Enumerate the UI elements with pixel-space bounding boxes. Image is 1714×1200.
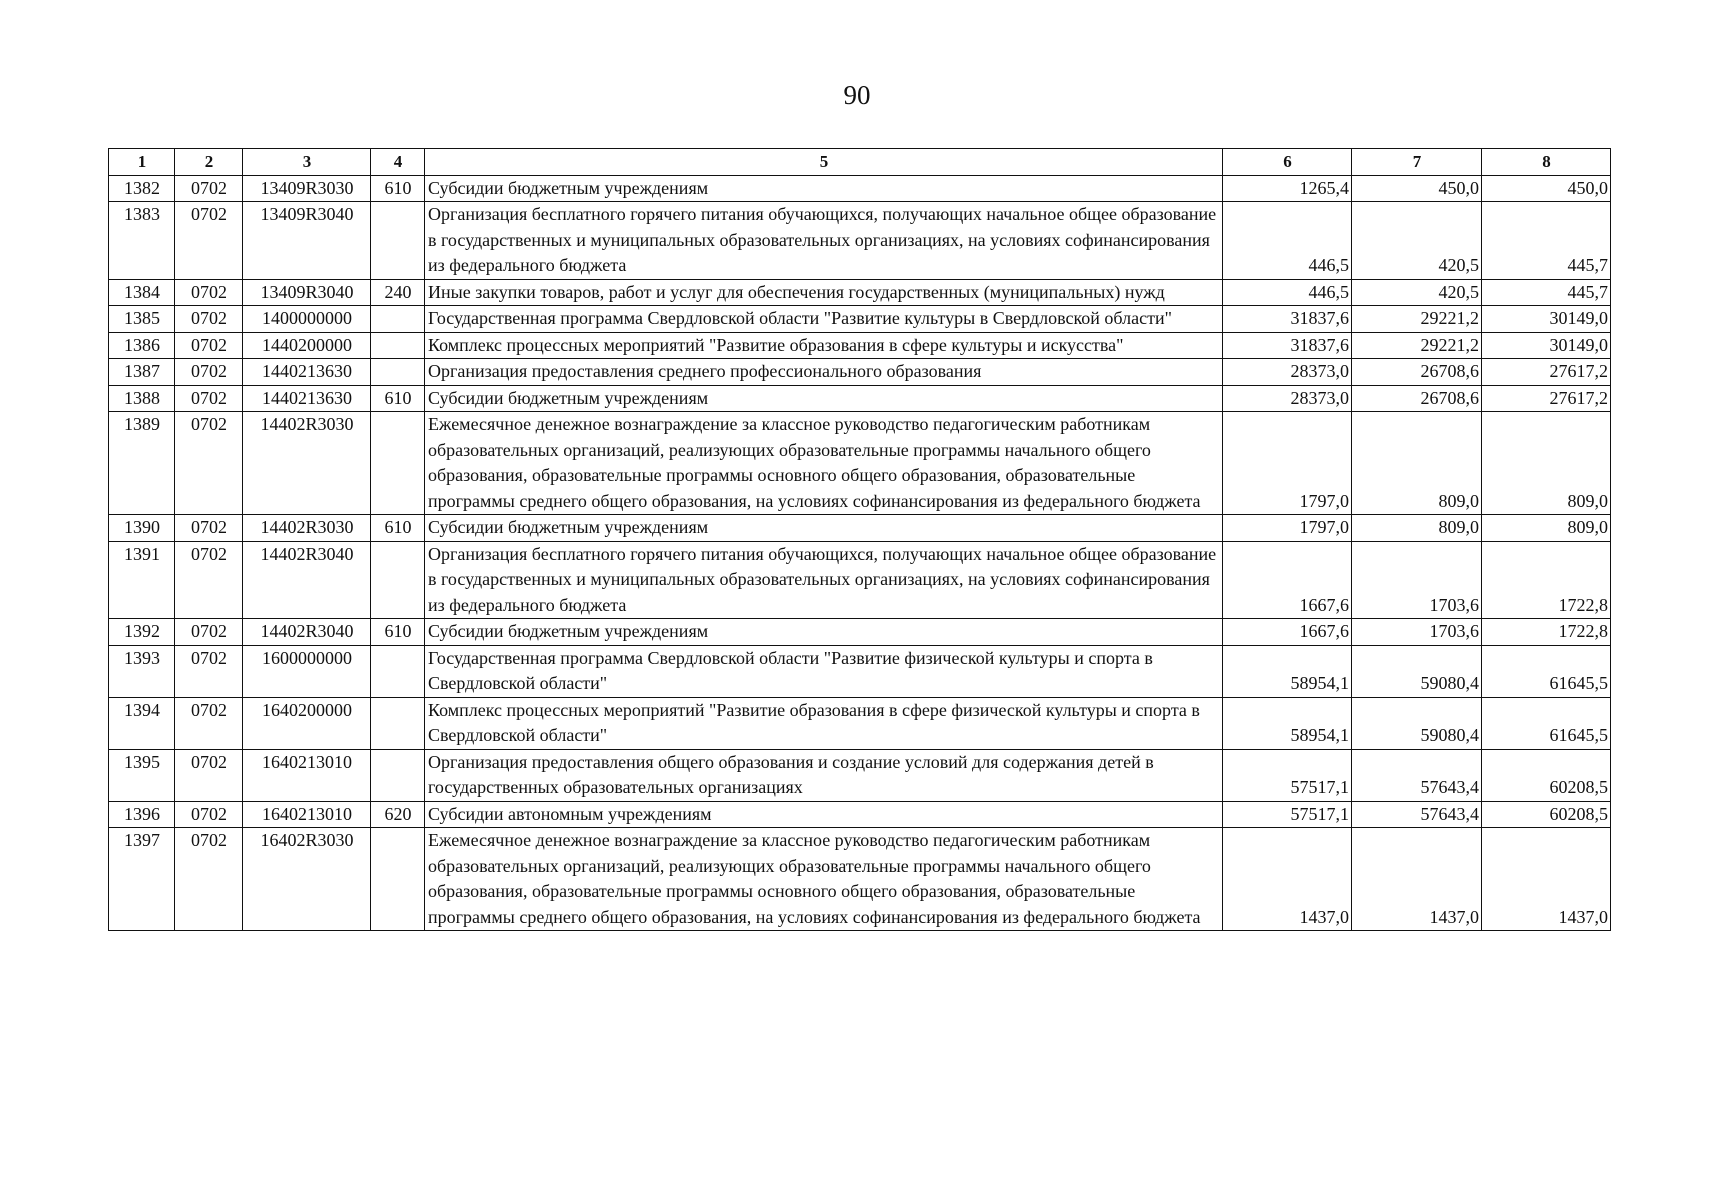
row-number: 1384 (109, 279, 175, 306)
amount-col-6: 1797,0 (1223, 412, 1352, 515)
row-number: 1392 (109, 619, 175, 646)
amount-col-6: 57517,1 (1223, 801, 1352, 828)
amount-col-7: 29221,2 (1352, 306, 1482, 333)
amount-col-7: 420,5 (1352, 202, 1482, 280)
table-row (109, 385, 1611, 412)
column-header-6: 6 (1223, 149, 1352, 176)
section-code: 0702 (175, 359, 243, 386)
expense-type-code (371, 332, 425, 359)
expense-type-code (371, 828, 425, 931)
amount-col-6: 31837,6 (1223, 306, 1352, 333)
amount-col-7: 420,5 (1352, 279, 1482, 306)
amount-col-8: 445,7 (1482, 202, 1611, 280)
item-name: Ежемесячное денежное вознаграждение за классное руководство педагогическим работникам образовательных организаций, реализующих образовательные программы начального общего образования, образовательные программы основного общего образования, образовательные программы среднего общего образования, на условиях софинансирования из федерального бюджета (425, 828, 1223, 931)
amount-col-8: 27617,2 (1482, 385, 1611, 412)
section-code: 0702 (175, 385, 243, 412)
target-article-code: 16402R3030 (243, 828, 371, 931)
row-number: 1396 (109, 801, 175, 828)
amount-col-7: 29221,2 (1352, 332, 1482, 359)
amount-col-6: 446,5 (1223, 279, 1352, 306)
expense-type-code (371, 412, 425, 515)
amount-col-8: 30149,0 (1482, 306, 1611, 333)
amount-col-6: 28373,0 (1223, 359, 1352, 386)
row-number: 1388 (109, 385, 175, 412)
column-header-1: 1 (109, 149, 175, 176)
section-code: 0702 (175, 306, 243, 333)
item-name: Субсидии бюджетным учреждениям (425, 385, 1223, 412)
row-number: 1387 (109, 359, 175, 386)
section-code: 0702 (175, 332, 243, 359)
amount-col-8: 809,0 (1482, 412, 1611, 515)
section-code: 0702 (175, 828, 243, 931)
expense-type-code (371, 359, 425, 386)
amount-col-6: 1265,4 (1223, 175, 1352, 202)
column-header-2: 2 (175, 149, 243, 176)
item-name: Государственная программа Свердловской области "Развитие культуры в Свердловской области" (425, 306, 1223, 333)
target-article-code: 1400000000 (243, 306, 371, 333)
expense-type-code (371, 749, 425, 801)
expense-type-code: 610 (371, 515, 425, 542)
amount-col-8: 30149,0 (1482, 332, 1611, 359)
amount-col-7: 1703,6 (1352, 541, 1482, 619)
amount-col-6: 1667,6 (1223, 541, 1352, 619)
item-name: Субсидии бюджетным учреждениям (425, 175, 1223, 202)
amount-col-8: 1722,8 (1482, 619, 1611, 646)
row-number: 1390 (109, 515, 175, 542)
amount-col-7: 26708,6 (1352, 359, 1482, 386)
row-number: 1383 (109, 202, 175, 280)
target-article-code: 1440213630 (243, 385, 371, 412)
section-code: 0702 (175, 801, 243, 828)
table-row (109, 306, 1611, 333)
amount-col-6: 31837,6 (1223, 332, 1352, 359)
amount-col-6: 57517,1 (1223, 749, 1352, 801)
amount-col-7: 450,0 (1352, 175, 1482, 202)
column-header-4: 4 (371, 149, 425, 176)
target-article-code: 14402R3030 (243, 412, 371, 515)
expense-type-code (371, 697, 425, 749)
section-code: 0702 (175, 697, 243, 749)
amount-col-8: 1722,8 (1482, 541, 1611, 619)
amount-col-6: 1667,6 (1223, 619, 1352, 646)
target-article-code: 1440213630 (243, 359, 371, 386)
section-code: 0702 (175, 279, 243, 306)
table-row (109, 619, 1611, 646)
column-header-3: 3 (243, 149, 371, 176)
amount-col-7: 57643,4 (1352, 801, 1482, 828)
row-number: 1382 (109, 175, 175, 202)
row-number: 1385 (109, 306, 175, 333)
amount-col-8: 60208,5 (1482, 749, 1611, 801)
target-article-code: 14402R3040 (243, 541, 371, 619)
column-header-7: 7 (1352, 149, 1482, 176)
target-article-code: 14402R3040 (243, 619, 371, 646)
table-row (109, 541, 1611, 619)
section-code: 0702 (175, 619, 243, 646)
target-article-code: 13409R3030 (243, 175, 371, 202)
column-header-8: 8 (1482, 149, 1611, 176)
amount-col-6: 1797,0 (1223, 515, 1352, 542)
amount-col-7: 26708,6 (1352, 385, 1482, 412)
target-article-code: 1600000000 (243, 645, 371, 697)
item-name: Организация бесплатного горячего питания обучающихся, получающих начальное общее образование в государственных и муниципальных образовательных организациях, на условиях софинансирования из федерального бюджета (425, 541, 1223, 619)
amount-col-6: 446,5 (1223, 202, 1352, 280)
row-number: 1393 (109, 645, 175, 697)
target-article-code: 14402R3030 (243, 515, 371, 542)
section-code: 0702 (175, 175, 243, 202)
table-row (109, 332, 1611, 359)
amount-col-8: 61645,5 (1482, 697, 1611, 749)
amount-col-8: 445,7 (1482, 279, 1611, 306)
amount-col-7: 809,0 (1352, 515, 1482, 542)
amount-col-8: 60208,5 (1482, 801, 1611, 828)
table-row (109, 202, 1611, 280)
target-article-code: 1640213010 (243, 801, 371, 828)
amount-col-6: 1437,0 (1223, 828, 1352, 931)
table-row (109, 697, 1611, 749)
amount-col-8: 1437,0 (1482, 828, 1611, 931)
expense-type-code (371, 645, 425, 697)
budget-table (108, 148, 1611, 931)
item-name: Организация бесплатного горячего питания обучающихся, получающих начальное общее образование в государственных и муниципальных образовательных организациях, на условиях софинансирования из федерального бюджета (425, 202, 1223, 280)
amount-col-7: 1703,6 (1352, 619, 1482, 646)
target-article-code: 13409R3040 (243, 279, 371, 306)
table-row (109, 645, 1611, 697)
row-number: 1386 (109, 332, 175, 359)
item-name: Комплекс процессных мероприятий "Развитие образования в сфере культуры и искусства" (425, 332, 1223, 359)
table-row (109, 359, 1611, 386)
amount-col-8: 450,0 (1482, 175, 1611, 202)
expense-type-code: 610 (371, 619, 425, 646)
item-name: Организация предоставления среднего профессионального образования (425, 359, 1223, 386)
expense-type-code: 610 (371, 385, 425, 412)
row-number: 1397 (109, 828, 175, 931)
column-header-5: 5 (425, 149, 1223, 176)
section-code: 0702 (175, 541, 243, 619)
table-row (109, 279, 1611, 306)
table-row (109, 515, 1611, 542)
table-row (109, 828, 1611, 931)
expense-type-code (371, 541, 425, 619)
target-article-code: 1640200000 (243, 697, 371, 749)
expense-type-code (371, 306, 425, 333)
section-code: 0702 (175, 645, 243, 697)
table-row (109, 749, 1611, 801)
item-name: Иные закупки товаров, работ и услуг для обеспечения государственных (муниципальных) нужд (425, 279, 1223, 306)
amount-col-6: 58954,1 (1223, 645, 1352, 697)
target-article-code: 1640213010 (243, 749, 371, 801)
header-row (109, 149, 1611, 176)
amount-col-7: 59080,4 (1352, 697, 1482, 749)
item-name: Субсидии бюджетным учреждениям (425, 515, 1223, 542)
item-name: Организация предоставления общего образования и создание условий для содержания детей в государственных образовательных организациях (425, 749, 1223, 801)
row-number: 1389 (109, 412, 175, 515)
section-code: 0702 (175, 749, 243, 801)
row-number: 1391 (109, 541, 175, 619)
section-code: 0702 (175, 202, 243, 280)
item-name: Субсидии автономным учреждениям (425, 801, 1223, 828)
target-article-code: 13409R3040 (243, 202, 371, 280)
expense-type-code: 240 (371, 279, 425, 306)
amount-col-6: 28373,0 (1223, 385, 1352, 412)
amount-col-7: 57643,4 (1352, 749, 1482, 801)
amount-col-7: 59080,4 (1352, 645, 1482, 697)
item-name: Субсидии бюджетным учреждениям (425, 619, 1223, 646)
section-code: 0702 (175, 515, 243, 542)
target-article-code: 1440200000 (243, 332, 371, 359)
table-row (109, 412, 1611, 515)
amount-col-6: 58954,1 (1223, 697, 1352, 749)
section-code: 0702 (175, 412, 243, 515)
amount-col-8: 809,0 (1482, 515, 1611, 542)
row-number: 1394 (109, 697, 175, 749)
row-number: 1395 (109, 749, 175, 801)
amount-col-8: 27617,2 (1482, 359, 1611, 386)
amount-col-7: 1437,0 (1352, 828, 1482, 931)
amount-col-7: 809,0 (1352, 412, 1482, 515)
item-name: Государственная программа Свердловской области "Развитие физической культуры и спорта в Свердловской области" (425, 645, 1223, 697)
item-name: Ежемесячное денежное вознаграждение за классное руководство педагогическим работникам образовательных организаций, реализующих образовательные программы начального общего образования, образовательные программы основного общего образования, образовательные программы среднего общего образования, на условиях софинансирования из федерального бюджета (425, 412, 1223, 515)
page-number: 90 (843, 80, 871, 110)
expense-type-code: 620 (371, 801, 425, 828)
item-name: Комплекс процессных мероприятий "Развитие образования в сфере физической культуры и спорта в Свердловской области" (425, 697, 1223, 749)
expense-type-code: 610 (371, 175, 425, 202)
table-row (109, 801, 1611, 828)
expense-type-code (371, 202, 425, 280)
amount-col-8: 61645,5 (1482, 645, 1611, 697)
table-row (109, 175, 1611, 202)
